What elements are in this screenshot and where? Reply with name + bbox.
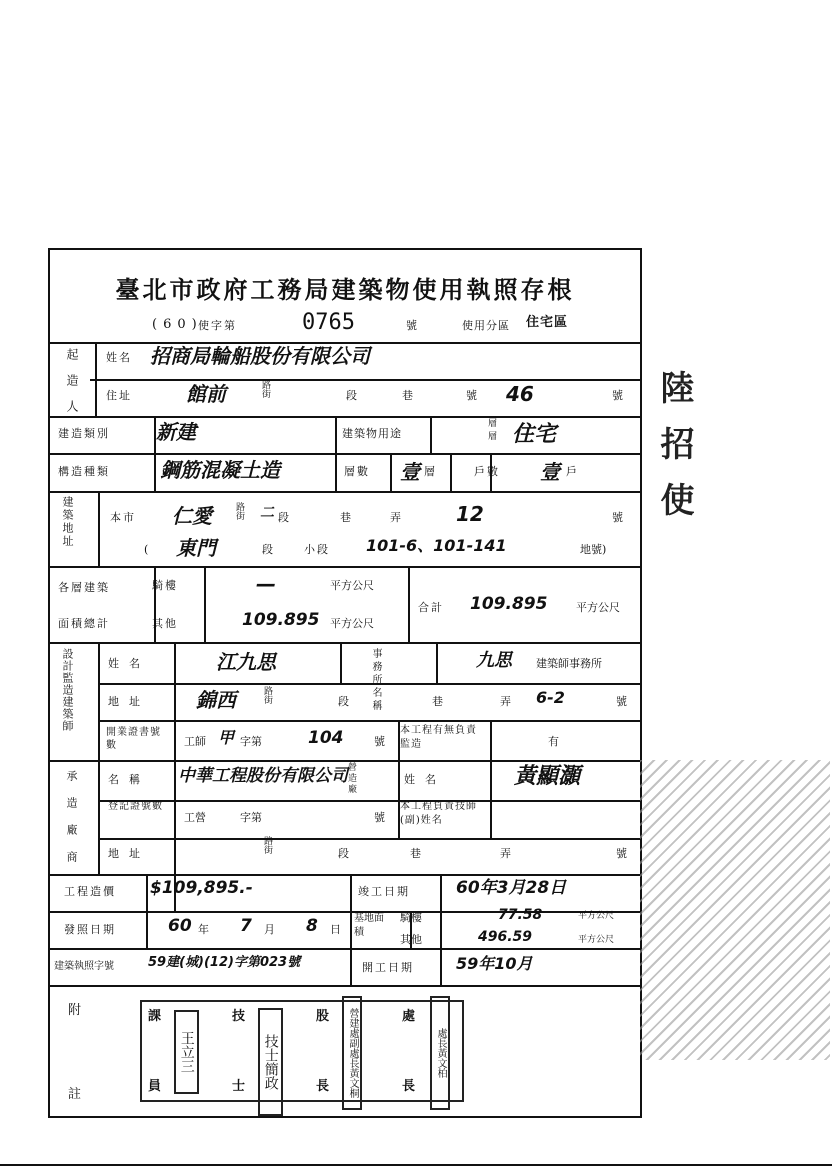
contractor-name: 中華工程股份有限公司 <box>178 766 348 786</box>
page-bottom-edge <box>0 1164 832 1166</box>
zone-value: 住宅區 <box>526 315 569 330</box>
base-other-value: 496.59 <box>478 929 533 945</box>
contractor-num-label: 弄 <box>500 847 513 860</box>
issue-month: 7 <box>240 916 252 936</box>
applicant-number-label: 號 <box>466 389 479 402</box>
applicant-section-label: 段 <box>346 389 359 402</box>
site-number: 12 <box>456 502 484 526</box>
architect-office: 九思 <box>476 650 512 671</box>
architect-address-label: 地址 <box>108 695 150 708</box>
seal-stamp-3: 營建處副處長黃文桐 <box>342 996 362 1110</box>
seal-label-6: 長 <box>316 1079 336 1094</box>
area-other-label: 其他 <box>152 617 178 630</box>
use-floor-label: 層層 <box>486 418 496 444</box>
site-lane-label: 巷 <box>340 511 353 524</box>
architect-road-label: 路街 <box>262 686 272 704</box>
start-value: 59年10月 <box>456 954 533 973</box>
units-unit: 戶 <box>566 465 579 478</box>
contractor-tech-label: 本工程負責技師(副)姓名 <box>400 801 477 826</box>
architect-num-label: 弄 <box>500 695 513 708</box>
architect-reg-value1: 工師 <box>184 735 206 748</box>
issue-month-unit: 月 <box>264 923 277 936</box>
area-other-value: 109.895 <box>242 610 320 630</box>
site-section: 二 <box>260 505 274 521</box>
issue-day-unit: 日 <box>330 923 343 936</box>
seal-stamp-1: 王立三 <box>174 1010 199 1094</box>
applicant-address-label: 住址 <box>106 389 132 402</box>
form-title: 臺北市政府工務局建築物使用執照存根 <box>115 275 575 304</box>
floors-unit: 層 <box>424 465 437 478</box>
site-lot-label: 地號) <box>580 543 607 556</box>
base-other-unit: 平方公尺 <box>578 935 615 945</box>
remarks-label-bottom: 註 <box>68 1087 88 1102</box>
contractor-hao-label: 號 <box>616 847 629 860</box>
applicant-number: 46 <box>506 382 534 406</box>
issue-day: 8 <box>306 916 318 936</box>
seal-label-8: 長 <box>402 1079 422 1094</box>
architect-num: 6-2 <box>536 688 565 707</box>
contractor-road-label: 路街 <box>262 836 272 854</box>
architect-hao-label: 號 <box>616 695 629 708</box>
license-label: 使字第 <box>198 319 237 332</box>
architect-reg-label2: 字第 <box>240 735 262 748</box>
type-label: 建造類別 <box>58 427 110 440</box>
site-lots: 101-6、101-141 <box>366 536 507 555</box>
issue-year: 60 <box>168 916 192 936</box>
area-arcade-unit: 平方公尺 <box>330 579 374 592</box>
use-value: 住宅 <box>512 422 557 447</box>
side-text: 陸招使 <box>654 370 694 538</box>
architect-supervise-label: 本工程有無負責監造 <box>400 725 477 750</box>
applicant-road: 館前 <box>186 382 226 406</box>
site-hao-label: 號 <box>612 511 625 524</box>
structure-value: 鋼筋混凝土造 <box>160 458 280 482</box>
area-total-value: 109.895 <box>470 594 548 614</box>
base-arcade-unit: 平方公尺 <box>578 911 615 921</box>
units-label: 戶數 <box>474 465 500 478</box>
site-district: 東門 <box>176 536 216 560</box>
start-label: 開工日期 <box>362 961 414 974</box>
site-road: 仁愛 <box>172 504 212 528</box>
area-label2: 面積總計 <box>58 617 110 630</box>
license-form <box>48 248 642 1118</box>
contractor-reg-value: 工營 <box>184 811 206 824</box>
hatch-mark <box>640 760 830 1060</box>
contractor-reg-label2: 字第 <box>240 811 262 824</box>
seal-label-2: 員 <box>148 1079 168 1094</box>
contractor-person: 黃顯灝 <box>514 764 581 789</box>
license-number: 0765 <box>302 310 355 335</box>
architect-road: 錦西 <box>196 688 236 712</box>
use-label: 建築物用途 <box>342 427 402 440</box>
area-arcade-value: — <box>256 572 276 596</box>
base-area-label: 基地面積 <box>354 913 384 938</box>
base-arcade-value: 77.58 <box>498 907 543 923</box>
architect-name: 江九思 <box>216 650 276 674</box>
area-total-label: 合計 <box>418 601 444 614</box>
architect-reg-label: 開業證書號數 <box>106 727 161 751</box>
remarks-label-top: 附 <box>68 1003 88 1018</box>
cost-label: 工程造價 <box>64 885 116 898</box>
architect-office-label: 事務所名稱 <box>370 648 381 713</box>
site-city: 本市 <box>110 511 136 524</box>
site-sub-label: 小段 <box>304 543 330 556</box>
contractor-name-label: 名稱 <box>108 773 150 786</box>
architect-reg-value3: 104 <box>308 728 344 748</box>
contractor-name-suffix: 營造廠 <box>346 762 356 795</box>
seal-stamp-4: 處長黃文柏 <box>430 996 450 1110</box>
floors-label: 層數 <box>344 465 370 478</box>
seal-label-7: 處 <box>402 1009 422 1024</box>
area-other-unit: 平方公尺 <box>330 617 374 630</box>
architect-group-label: 設計監造建築師 <box>61 648 74 732</box>
permit-label: 建築執照字號 <box>54 961 114 972</box>
architect-office-suffix: 建築師事務所 <box>536 657 602 670</box>
license-suffix: 號 <box>406 319 419 332</box>
seal-stamp-2: 技士簡政 <box>258 1008 283 1116</box>
architect-reg-value2: 甲 <box>218 728 235 747</box>
architect-name-label: 姓名 <box>108 657 150 670</box>
cost-value: $109,895.- <box>150 878 253 898</box>
contractor-reg-suffix: 號 <box>374 811 387 824</box>
applicant-group-label: 起造人 <box>65 348 79 426</box>
site-label: 建築地址 <box>61 496 74 548</box>
base-other-label: 其他 <box>400 933 422 946</box>
area-label1: 各層建築 <box>58 581 110 594</box>
base-arcade-label: 騎樓 <box>400 911 422 924</box>
site-road-label: 路街 <box>234 502 244 520</box>
architect-supervise-value: 有 <box>548 735 561 748</box>
applicant-name-label: 姓名 <box>106 351 132 364</box>
site-section-label: 段 <box>278 511 291 524</box>
contractor-address-label: 地址 <box>108 847 150 860</box>
contractor-person-label: 姓名 <box>404 773 446 786</box>
contractor-group-label: 承造廠商 <box>65 770 78 878</box>
type-value: 新建 <box>156 420 196 444</box>
seal-label-3: 技 <box>232 1009 252 1024</box>
architect-reg-suffix: 號 <box>374 735 387 748</box>
seal-label-1: 課 <box>148 1009 168 1024</box>
structure-label: 構造種類 <box>58 465 110 478</box>
completion-value: 60年3月28日 <box>456 878 567 898</box>
site-dist-label: 段 <box>262 543 275 556</box>
permit-value: 59建(城)(12)字第023號 <box>148 955 301 970</box>
site-paren: ( <box>144 543 151 556</box>
contractor-section-label: 段 <box>338 847 351 860</box>
seal-label-5: 股 <box>316 1009 336 1024</box>
issue-year-unit: 年 <box>198 923 211 936</box>
area-total-unit: 平方公尺 <box>576 601 620 614</box>
seal-label-4: 士 <box>232 1079 252 1094</box>
applicant-lane-label: 巷 <box>402 389 415 402</box>
contractor-lane-label: 巷 <box>410 847 423 860</box>
applicant-road-label: 路街 <box>260 380 270 398</box>
floors-value: 壹 <box>400 460 420 484</box>
license-year: (60) <box>152 317 203 332</box>
completion-label: 竣工日期 <box>358 885 410 898</box>
contractor-reg-label: 登記證號數 <box>108 801 163 812</box>
area-arcade-label: 騎樓 <box>152 579 178 592</box>
applicant-hao-label: 號 <box>612 389 625 402</box>
zone-label: 使用分區 <box>462 319 510 332</box>
site-number-label: 弄 <box>390 511 403 524</box>
applicant-name: 招商局輪船股份有限公司 <box>150 344 370 368</box>
architect-lane-label: 巷 <box>432 695 445 708</box>
units-value: 壹 <box>540 460 560 484</box>
architect-section-label: 段 <box>338 695 351 708</box>
issue-label: 發照日期 <box>64 923 116 936</box>
